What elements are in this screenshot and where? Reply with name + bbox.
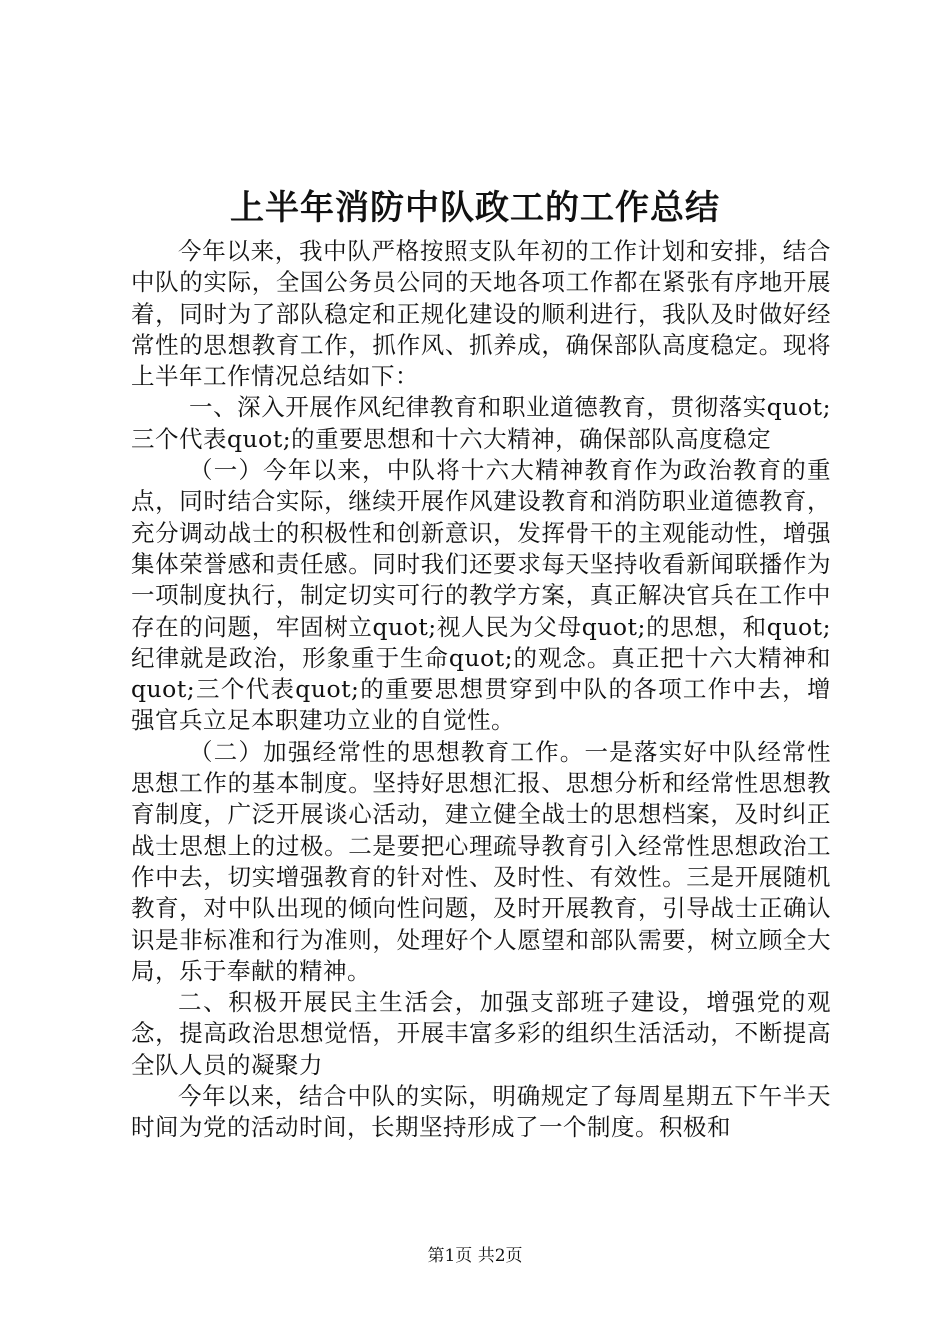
page-number: 第1页 共2页 [427, 1246, 523, 1266]
paragraph-section-2: 今年以来，结合中队的实际，明确规定了每周星期五下午半天时间为党的活动时间，长期坚持形成了一个制度。积极和 [131, 1082, 831, 1142]
document-body [131, 236, 831, 1144]
paragraph-subsection-2: （二）加强经常性的思想教育工作。一是落实好中队经常性思想工作的基本制度。坚持好思想汇报、思想分析和经常性思想教育制度，广泛开展谈心活动，建立健全战士的思想档案，及时纠正战士思想上的过极。二是要把心理疏导教育引入经常性思想政治工作中去，切实增强教育的针对性、及时性、有效性。三是开展随机教育，对中队出现的倾向性问题，及时开展教育，引导战士正确认识是非标准和行为准则，处理好个人愿望和部队需要，树立顾全大局，乐于奉献的精神。 [131, 737, 831, 985]
document-title: 上半年消防中队政工的工作总结 [230, 188, 720, 228]
paragraph-subsection-1: （一）今年以来，中队将十六大精神教育作为政治教育的重点，同时结合实际，继续开展作风建设教育和消防职业道德教育，充分调动战士的积极性和创新意识，发挥骨干的主观能动性，增强集体荣誉感和责任感。同时我们还要求每天坚持收看新闻联播作为一项制度执行，制定切实可行的教学方案，真正解决官兵在工作中存在的问题，牢固树立quot;视人民为父母quot;的思想，和quot;纪律就是政治，形象重于生命quot;的观念。真正把十六大精神和quot;三个代表quot;的重要思想贯穿到中队的各项工作中去，增强官兵立足本职建功立业的自觉性。 [131, 456, 831, 735]
section-heading-2: 二、积极开展民主生活会，加强支部班子建设，增强党的观念，提高政治思想觉悟，开展丰富多彩的组织生活活动，不断提高全队人员的凝聚力 [131, 988, 831, 1079]
section-heading-1: 一、深入开展作风纪律教育和职业道德教育，贯彻落实quot;三个代表quot;的重要思想和十六大精神，确保部队高度稳定 [131, 393, 831, 453]
paragraph-intro: 今年以来，我中队严格按照支队年初的工作计划和安排，结合中队的实际，全国公务员公同的天地各项工作都在紧张有序地开展着，同时为了部队稳定和正规化建设的顺利进行，我队及时做好经常性的思想教育工作，抓作风、抓养成，确保部队高度稳定。现将上半年工作情况总结如下： [131, 237, 831, 391]
